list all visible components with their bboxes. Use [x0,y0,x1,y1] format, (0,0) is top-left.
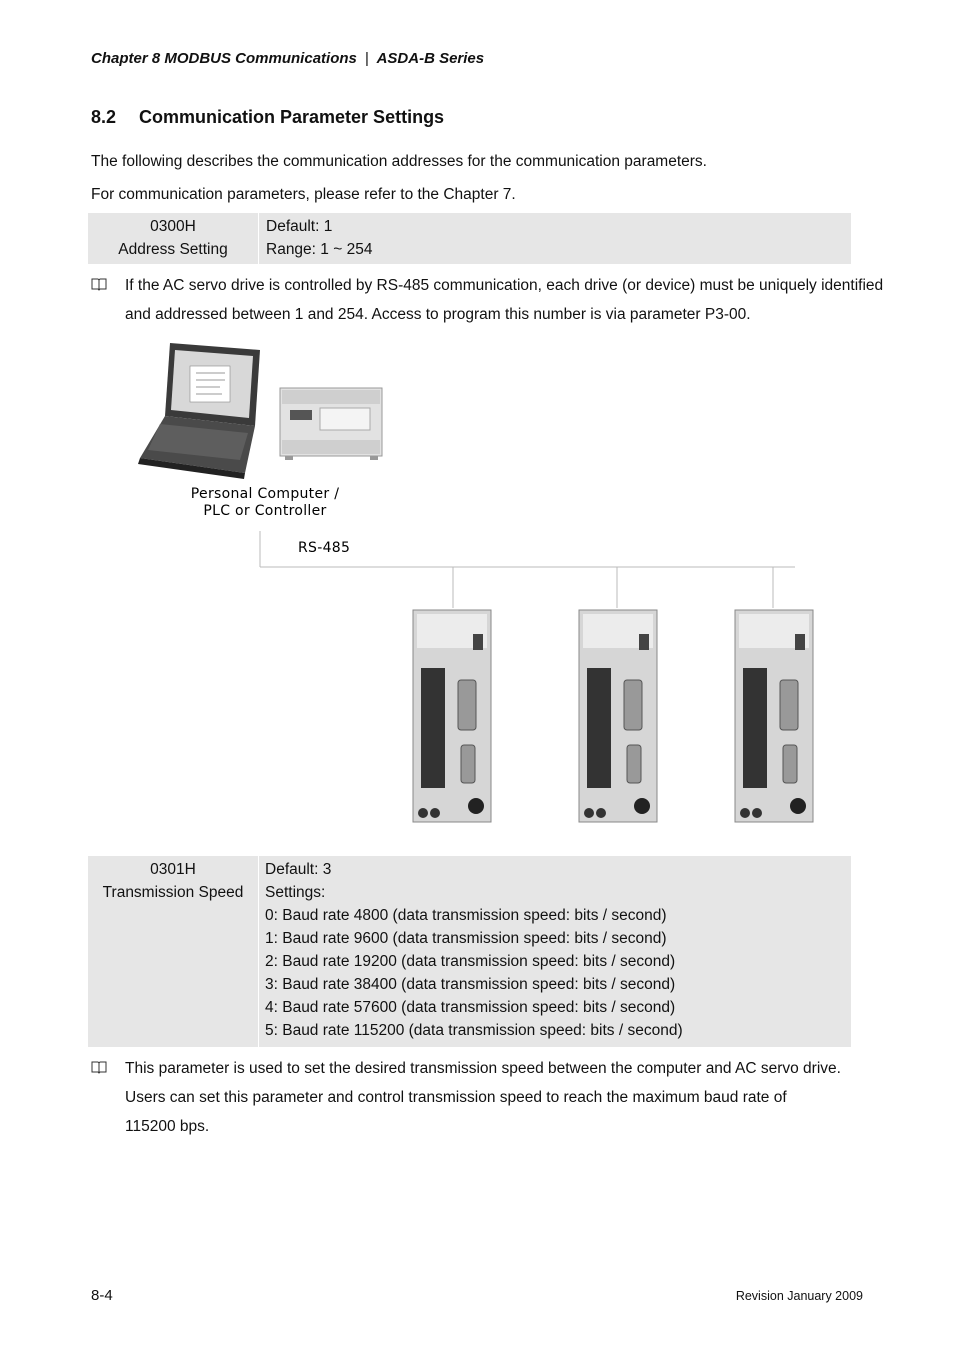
note-line: This parameter is used to set the desired transmission speed between the computer and AC servo drive. [125,1060,841,1077]
param-default: Default: 3 [265,861,332,878]
page-number: 8-4 [91,1287,113,1304]
controller-label-line2: PLC or Controller [203,503,327,519]
param-code: 0301H [150,861,196,878]
baud-option: 3: Baud rate 38400 (data transmission speed: bits / second) [265,976,676,993]
param-table-address [88,213,851,264]
param-default: Default: 1 [266,218,333,235]
note-transmission-speed [91,1054,891,1144]
running-header [91,50,484,67]
laptop-image [138,343,260,479]
intro-paragraph-1: The following describes the communication addresses for the communication parameters. [91,153,707,170]
header-separator: | [365,50,369,67]
note-line: 115200 bps. [125,1118,210,1135]
revision-label: Revision January 2009 [735,1289,863,1303]
note-address [91,271,891,331]
rs485-network-diagram [130,338,830,828]
baud-option: 2: Baud rate 19200 (data transmission speed: bits / second) [265,953,676,970]
baud-option: 5: Baud rate 115200 (data transmission speed: bits / second) [265,1022,683,1039]
header-chapter: Chapter 8 MODBUS Communications [91,50,357,67]
header-series: ASDA-B Series [376,50,485,67]
note-text [125,1054,885,1141]
servo-drive-3 [735,610,813,822]
bus-label: RS-485 [298,540,351,556]
param-code: 0300H [150,218,196,235]
section-heading [91,107,444,128]
controller-label-line1: Personal Computer / [190,486,340,502]
intro-paragraph-2: For communication parameters, please refer to the Chapter 7. [91,186,516,203]
book-icon [91,277,107,291]
baud-option: 4: Baud rate 57600 (data transmission speed: bits / second) [265,999,676,1016]
baud-option: 0: Baud rate 4800 (data transmission speed: bits / second) [265,907,667,924]
param-name: Address Setting [118,241,228,258]
param-value-cell [259,213,852,264]
section-number: 8.2 [91,107,117,127]
plc-image [280,388,382,460]
book-icon [91,1060,107,1074]
section-title: Communication Parameter Settings [139,107,445,127]
note-line: Users can set this parameter and control transmission speed to reach the maximum baud rate of [125,1089,787,1106]
baud-option: 1: Baud rate 9600 (data transmission speed: bits / second) [265,930,667,947]
param-range: Range: 1 ~ 254 [266,241,373,258]
param-name: Transmission Speed [102,884,244,901]
servo-drive-1 [413,610,491,822]
note-text: If the AC servo drive is controlled by RS-485 communication, each drive (or device) must be uniquely identified and addressed between 1 and 254. Access to program this number is via parameter P3-00. [125,277,884,323]
param-id-cell [88,856,259,1047]
param-id-cell [88,213,259,264]
servo-drive-2 [579,610,657,822]
param-value-cell [259,856,852,1047]
param-settings-label: Settings: [265,884,326,901]
param-table-transmission-speed [88,856,851,1047]
